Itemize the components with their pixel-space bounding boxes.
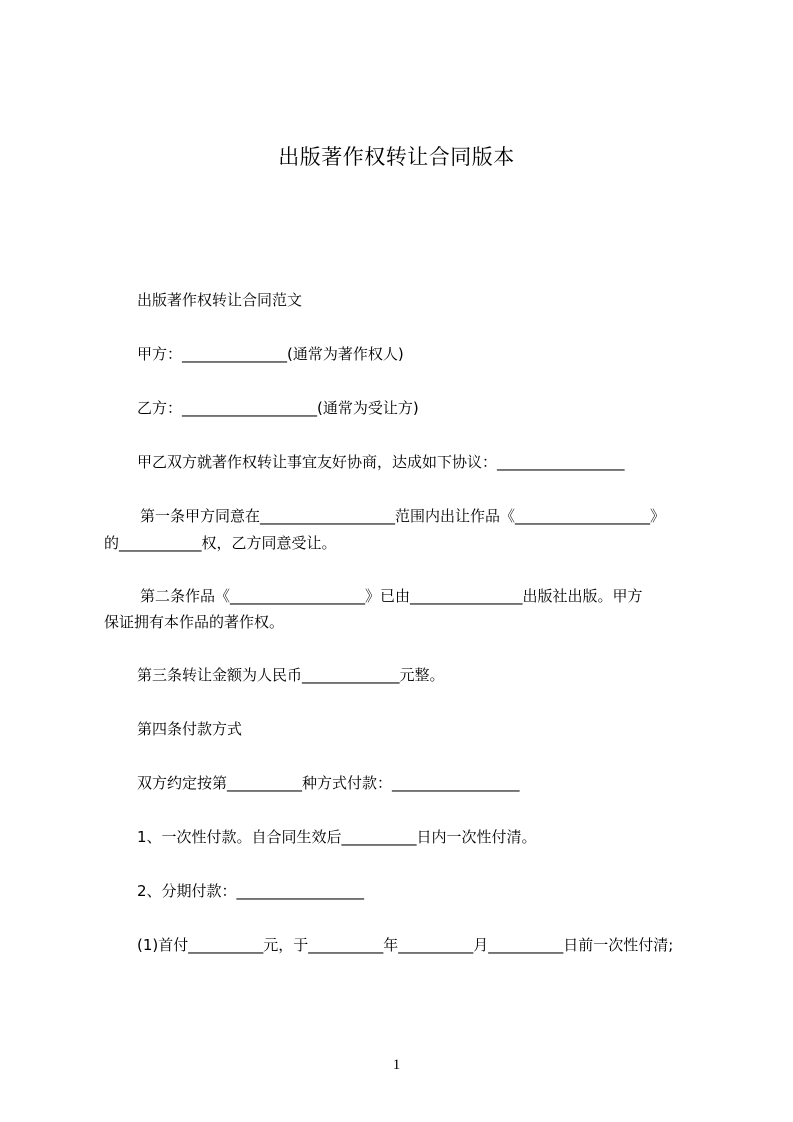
paragraph-first-payment: (1)首付__________元，于__________年__________月__________日前一次性付清; — [137, 936, 674, 954]
paragraph-article-4: 第四条付款方式 — [137, 720, 243, 738]
paragraph-party-b: 乙方：__________________(通常为受让方) — [137, 399, 419, 417]
paragraph-article-2-line-1: 第二条作品《__________________》已由_______________出版社出版。甲方 — [140, 587, 643, 605]
paragraph-payment-method: 双方约定按第__________种方式付款：_________________ — [137, 774, 520, 792]
paragraph-article-1-line-1: 第一条甲方同意在__________________范围内出让作品《__________________》 — [140, 507, 666, 525]
paragraph-lump-sum: 1、一次性付款。自合同生效后__________日内一次性付清。 — [137, 828, 537, 846]
paragraph-installments: 2、分期付款：_________________ — [137, 882, 365, 900]
paragraph-party-a: 甲方：______________(通常为著作权人) — [137, 345, 404, 363]
paragraph-article-3: 第三条转让金额为人民币_____________元整。 — [137, 666, 445, 684]
paragraph-article-1-line-2: 的___________权，乙方同意受让。 — [104, 534, 337, 552]
document-title: 出版著作权转让合同版本 — [278, 145, 515, 169]
page-number: 1 — [392, 1057, 401, 1073]
paragraph-article-2-line-2: 保证拥有本作品的著作权。 — [104, 613, 285, 631]
paragraph-heading: 出版著作权转让合同范文 — [137, 291, 303, 309]
paragraph-agreement: 甲乙双方就著作权转让事宜友好协商，达成如下协议：_________________ — [137, 453, 625, 471]
